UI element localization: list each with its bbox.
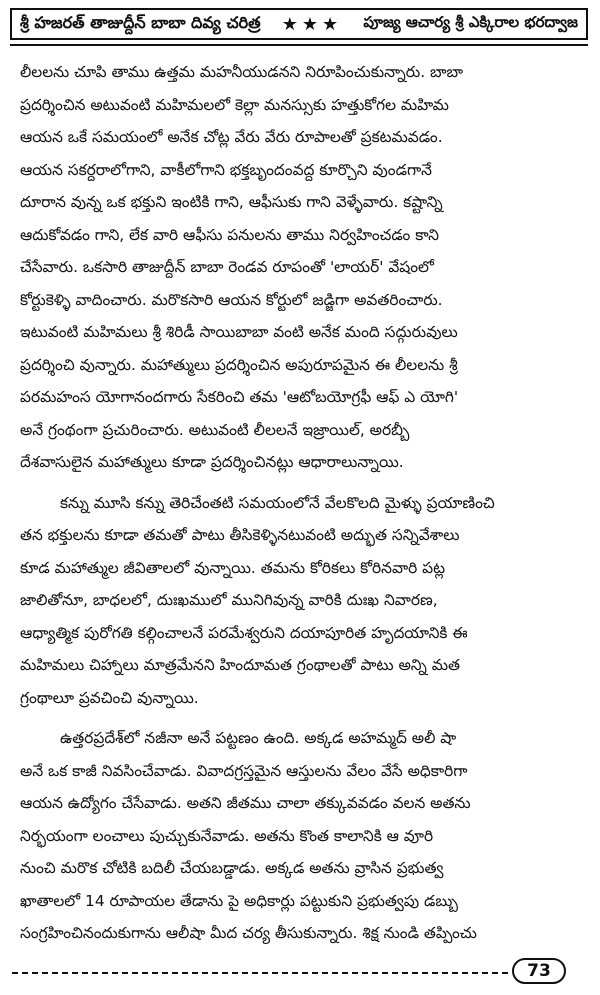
text-line: చేసేవారు. ఒకసారి తాజుద్దీన్ బాబా రెండవ రూపంతో 'లాయర్' వేషంలో bbox=[20, 258, 434, 276]
paragraph-gap bbox=[20, 479, 580, 487]
text-line: ఖాతాలలో 14 రూపాయల తేడాను పై అధికార్లు పట్టుకుని ప్రభుత్వపు డబ్బు bbox=[20, 891, 459, 910]
page-footer bbox=[12, 958, 588, 986]
paragraph bbox=[20, 722, 580, 950]
page-body bbox=[20, 56, 580, 950]
text-line: అనే ఒక కాజీ నివసించేవాడు. వివాదగ్రస్తమైన ఆస్తులను వేలం వేసే అధికారిగా bbox=[20, 761, 468, 780]
running-header bbox=[10, 8, 588, 40]
text-line: సంగ్రహించినందుకుగాను ఆలీషా మీద చర్య తీసుకున్నారు. శిక్ష నుండి తప్పించు bbox=[20, 924, 477, 942]
text-line: ఆయన ఉద్యోగం చేసేవాడు. అతని జీతము చాలా తక్కువవడం వలన అతను bbox=[20, 794, 471, 812]
text-line: దేశవాసులైన మహాత్ములు కూడా ప్రదర్శించినట్లు ఆధారాలున్నాయి. bbox=[20, 453, 404, 471]
text-line: ఇటువంటి మహిమలు శ్రీ శిరిడీ సాయిబాబా వంటి అనేక మంది సద్గురువులు bbox=[20, 323, 458, 341]
text-line: దూరాన వున్న ఒక భక్తుని ఇంటికి గాని, ఆఫీసుకు గాని వెళ్ళేవారు. కష్టాన్ని bbox=[20, 193, 443, 211]
paragraph bbox=[20, 487, 580, 715]
text-line: ఆధ్యాత్మిక పురోగతి కల్గించాలనే పరమేశ్వరుని దయాపూరిత హృదయానికి ఈ bbox=[20, 623, 468, 642]
header-rule bbox=[10, 44, 588, 46]
header-author: పూజ్య ఆచార్య శ్రీ ఎక్కిరాల భరద్వాజ bbox=[363, 13, 578, 31]
text-line: మహిమలు చిహ్నాలు మాత్రమేనని హిందూమత గ్రంథాలతో పాటు అన్ని మత bbox=[20, 656, 460, 674]
page-number: 73 bbox=[512, 958, 566, 984]
text-line: ఆదుకోవడం గాని, లేక వారి ఆఫీసు పనులను తాము నిర్వహించడం కాని bbox=[20, 225, 439, 244]
header-stars: ★★★ bbox=[281, 13, 343, 35]
text-line: ఆయన ఒకే సమయంలో అనేక చోట్ల వేరు వేరు రూపాలతో ప్రకటమవడం. bbox=[20, 128, 443, 146]
text-line: ప్రదర్శించిన అటువంటి మహిమలలో కెల్లా మనస్సుకు హత్తుకోగల మహిమ bbox=[20, 95, 449, 114]
paragraph-gap bbox=[20, 714, 580, 722]
text-line: ప్రదర్శించి వున్నారు. మహాత్ములు ప్రదర్శించిన అపురూపమైన ఈ లీలలను శ్రీ bbox=[20, 355, 458, 374]
text-line: నిర్భయంగా లంచాలు పుచ్చుకునేవాడు. అతను కొంత కాలానికి ఆ వూరి bbox=[20, 826, 434, 845]
text-line: నుంచి మరొక చోటికి బదిలీ చేయబడ్డాడు. అక్కడ అతను వ్రాసిన ప్రభుత్వ bbox=[20, 859, 444, 877]
header-book-title: శ్రీ హజరత్ తాజుద్దీన్ బాబా దివ్య చరిత్ర bbox=[20, 12, 261, 32]
text-line: ఉత్తరప్రదేశ్‌లో నజీనా అనే పట్టణం ఉంది. అక్కడ అహమ్మద్ అలీ షా bbox=[60, 729, 457, 747]
paragraph bbox=[20, 56, 580, 479]
text-line: కోర్టుకెళ్ళి వాదించారు. మరొకసారి ఆయన కోర్టులో జడ్జిగా అవతరించారు. bbox=[20, 290, 443, 309]
footer-rule bbox=[12, 972, 508, 974]
text-line: అనే గ్రంథంగా ప్రచురించారు. అటువంటి లీలలనే ఇజ్రాయిల్, అరబ్బీ bbox=[20, 420, 410, 439]
text-line: లీలలను చూపి తాము ఉత్తమ మహనీయుడనని నిరూపించుకున్నారు. బాబా bbox=[20, 63, 463, 81]
text-line: ఆయన సకర్దరాలోగాని, వాకీలోగాని భక్తబృందంవద్ద కూర్చొని వుండగానే bbox=[20, 160, 432, 179]
text-line: పరమహంస యోగానందగారు సేకరించి తమ 'ఆటోబయోగ్రఫీ ఆఫ్ ఎ యోగి' bbox=[20, 388, 459, 406]
text-line: గ్రంథాలూ ప్రవచించి వున్నాయి. bbox=[20, 688, 199, 707]
text-line: కూడ మహాత్ముల జీవితాలలో వున్నాయి. తమను కోరికలు కోరినవారి పట్ల bbox=[20, 558, 445, 577]
text-line: కన్ను మూసి కన్ను తెరిచేంతటి సమయంలోనే వేలకొలది మైళ్ళు ప్రయాణించి bbox=[60, 493, 495, 512]
text-line: తన భక్తులను కూడా తమతో పాటు తీసికెళ్ళినటువంటి అద్భుత సన్నివేశాలు bbox=[20, 526, 460, 544]
text-line: జాలితోనూ, బాధలలో, దుఃఖములో మునిగివున్న వారికి దుఃఖ నివారణ, bbox=[20, 591, 438, 609]
